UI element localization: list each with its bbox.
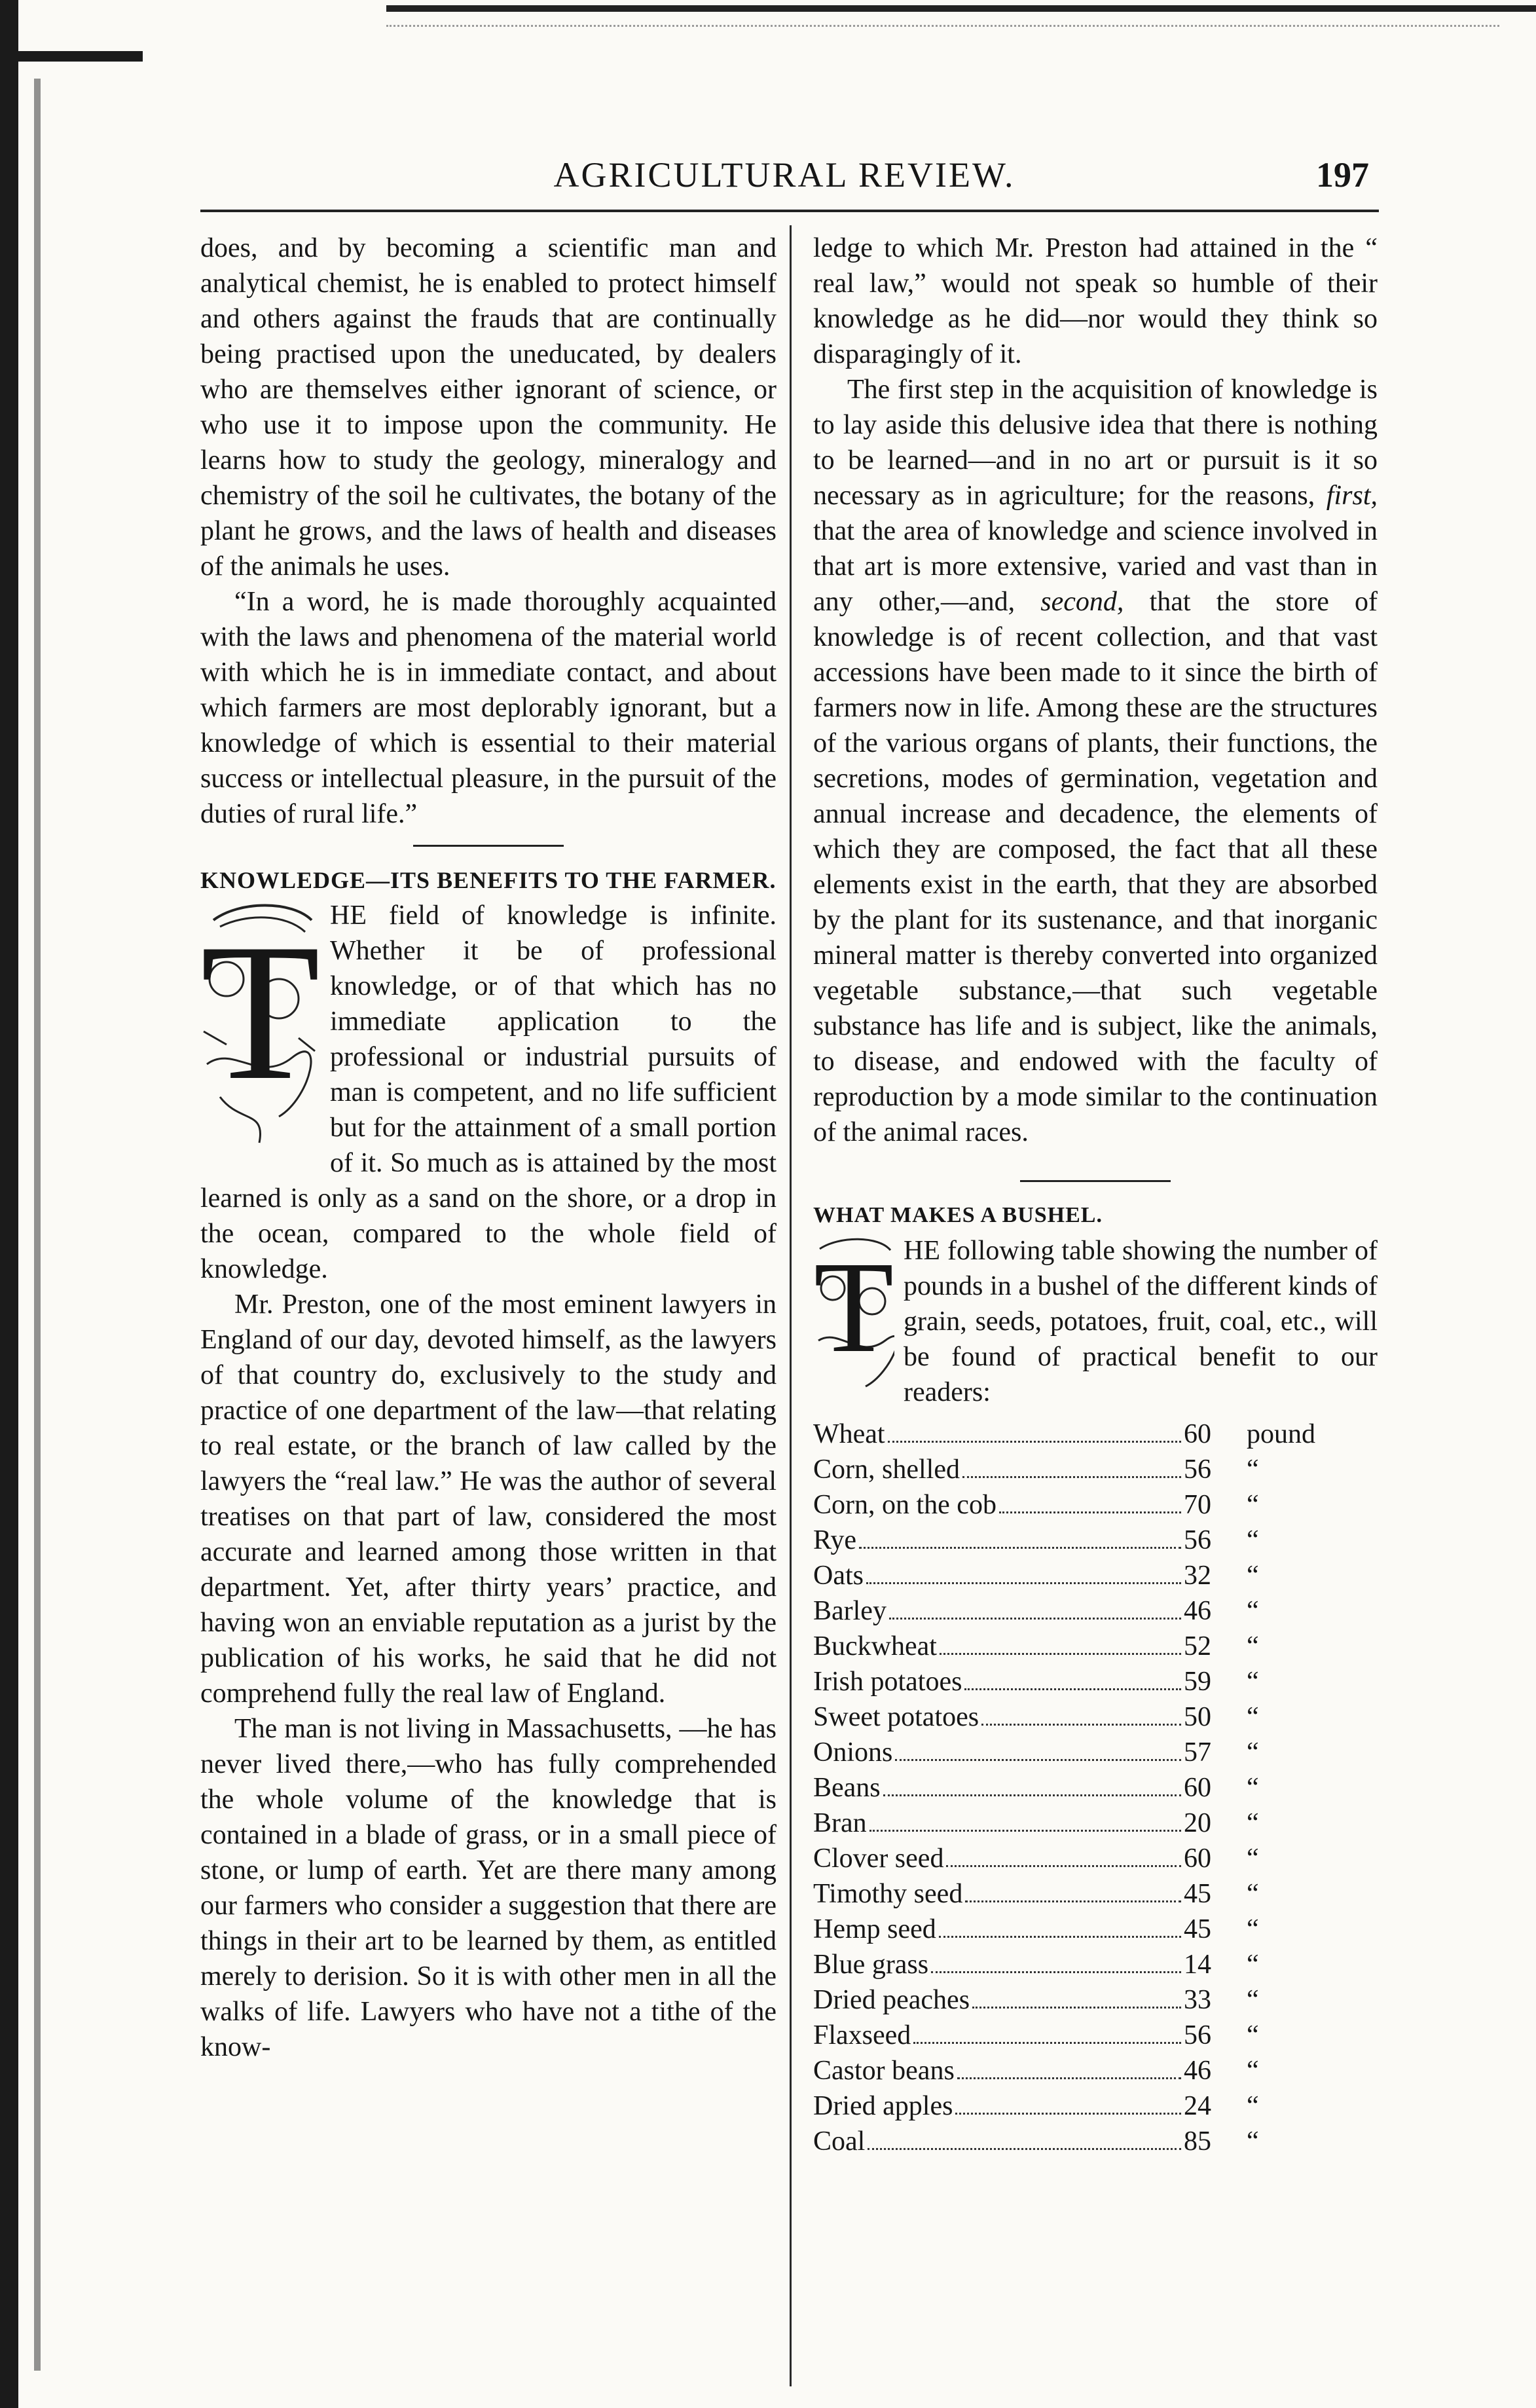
section-divider — [1020, 1180, 1171, 1182]
leader-dots — [965, 1900, 1181, 1902]
bushel-item: Onions — [813, 1737, 893, 1768]
table-row — [813, 1417, 1378, 1452]
binding-edge-cap — [18, 51, 143, 62]
leader-dots — [946, 1865, 1181, 1867]
pounds-value: 59 — [1184, 1667, 1211, 1697]
bushel-item: Bran — [813, 1808, 867, 1838]
unit-label: “ — [1247, 1773, 1259, 1803]
table-row — [813, 1947, 1378, 1982]
bushel-item: Corn, on the cob — [813, 1490, 997, 1520]
table-row — [813, 1876, 1378, 1912]
paragraph: HE following table showing the number of pounds in a bushel of the different kinds of grain, seeds, potatoes, fruit, coal, etc., will be found of practical benefit to our readers: — [904, 1236, 1378, 1407]
pounds-value: 50 — [1184, 1702, 1211, 1732]
table-row — [813, 2053, 1378, 2088]
unit-label: “ — [1247, 2091, 1259, 2121]
bushel-item: Oats — [813, 1561, 864, 1591]
leader-dots — [883, 1794, 1181, 1796]
leader-dots — [866, 1582, 1181, 1584]
unit-label: “ — [1247, 1985, 1259, 2015]
bushel-weight-table — [813, 1417, 1378, 2159]
ornamental-drop-cap — [813, 1236, 894, 1393]
leader-dots — [888, 1441, 1181, 1443]
paragraph: The man is not living in Massachusetts, —he has never lived there,—who has fully comprehended the whole volume of the knowledge that is contained in a blade of grass, or in a small piece of stone, or lump of earth. Yet are there many among our farmers who consider a suggestion that there are things in their art to be learned by them, as entitled merely to derision. So it is with other men in all the walks of life. Lawyers who have not a tithe of the know- — [200, 1714, 777, 2062]
leader-dots — [962, 1476, 1181, 1478]
pounds-value: 56 — [1184, 1525, 1211, 1555]
pounds-value: 57 — [1184, 1737, 1211, 1768]
leader-dots — [913, 2042, 1181, 2044]
bushel-item: Castor beans — [813, 2056, 955, 2086]
bushel-item: Blue grass — [813, 1950, 929, 1980]
table-row — [813, 2124, 1378, 2159]
table-row — [813, 1558, 1378, 1593]
emphasis: first, — [1326, 481, 1378, 511]
drop-cap-letter: T — [200, 903, 321, 1121]
table-row — [813, 1523, 1378, 1558]
emphasis: second, — [1040, 587, 1124, 617]
bushel-item: Buckwheat — [813, 1631, 937, 1661]
pounds-value: 32 — [1184, 1561, 1211, 1591]
bushel-item: Sweet potatoes — [813, 1702, 979, 1732]
bushel-item: Corn, shelled — [813, 1454, 960, 1485]
unit-label: “ — [1247, 1454, 1259, 1485]
text-run: The first step in the acquisition of knowledge is to lay aside this delusive idea that there is nothing to be learned—and in no art or pursuit is it so necessary as in agriculture; for the reasons, — [813, 375, 1378, 511]
bushel-item: Irish potatoes — [813, 1667, 962, 1697]
table-row — [813, 1982, 1378, 2018]
section-divider — [413, 845, 564, 847]
unit-label: “ — [1247, 1490, 1259, 1520]
bushel-item: Rye — [813, 1525, 856, 1555]
pounds-value: 60 — [1184, 1773, 1211, 1803]
paragraph: “In a word, he is made thoroughly acquainted with the laws and phenomena of the material world with which he is in immediate contact, and about which farmers are most deplorably ignorant, but a knowledge of which is essential to their material success or intellectual pleasure, in the pursuit of the duties of rural life.” — [200, 587, 777, 829]
bushel-item: Hemp seed — [813, 1914, 936, 1944]
table-row — [813, 1841, 1378, 1876]
pounds-value: 70 — [1184, 1490, 1211, 1520]
leader-dots — [955, 2113, 1181, 2115]
bushel-item: Dried apples — [813, 2091, 953, 2121]
pounds-value: 46 — [1184, 1596, 1211, 1626]
bushel-item: Timothy seed — [813, 1879, 963, 1909]
bushel-item: Dried peaches — [813, 1985, 970, 2015]
running-head: AGRICULTURAL REVIEW. — [553, 155, 1015, 194]
leader-dots — [859, 1547, 1181, 1549]
binding-shadow — [34, 79, 41, 2371]
pounds-value: 24 — [1184, 2091, 1211, 2121]
drop-cap-letter: T — [813, 1235, 894, 1380]
paragraph — [813, 372, 1378, 1150]
unit-label: “ — [1247, 1525, 1259, 1555]
leader-dots — [981, 1724, 1181, 1726]
top-edge-dots — [386, 25, 1499, 27]
table-row — [813, 1593, 1378, 1629]
leader-dots — [972, 2007, 1181, 2009]
pounds-value: 45 — [1184, 1914, 1211, 1944]
pounds-value: 46 — [1184, 2056, 1211, 2086]
pounds-value: 85 — [1184, 2126, 1211, 2157]
leader-dots — [889, 1618, 1181, 1620]
unit-label: pound — [1247, 1419, 1315, 1449]
leader-dots — [964, 1688, 1181, 1690]
leader-dots — [957, 2077, 1181, 2079]
bushel-item: Barley — [813, 1596, 887, 1626]
section-heading: KNOWLEDGE—ITS BENEFITS TO THE FARMER. — [200, 867, 777, 893]
pounds-value: 33 — [1184, 1985, 1211, 2015]
unit-label: “ — [1247, 1561, 1259, 1591]
pounds-value: 52 — [1184, 1631, 1211, 1661]
unit-label: “ — [1247, 1667, 1259, 1697]
pounds-value: 56 — [1184, 2020, 1211, 2050]
unit-label: “ — [1247, 2056, 1259, 2086]
table-row — [813, 1664, 1378, 1699]
pounds-value: 56 — [1184, 1454, 1211, 1485]
column-divider — [790, 225, 792, 2386]
leader-dots — [931, 1971, 1181, 1973]
unit-label: “ — [1247, 1702, 1259, 1732]
pounds-value: 20 — [1184, 1808, 1211, 1838]
table-row — [813, 2088, 1378, 2124]
unit-label: “ — [1247, 1596, 1259, 1626]
binding-edge — [0, 0, 18, 2408]
unit-label: “ — [1247, 1631, 1259, 1661]
bushel-item: Clover seed — [813, 1843, 944, 1874]
bushel-item: Coal — [813, 2126, 866, 2157]
unit-label: “ — [1247, 2126, 1259, 2157]
table-row — [813, 1487, 1378, 1523]
page-number: 197 — [1316, 155, 1369, 194]
unit-label: “ — [1247, 1808, 1259, 1838]
unit-label: “ — [1247, 1879, 1259, 1909]
unit-label: “ — [1247, 1950, 1259, 1980]
leader-dots — [869, 1830, 1181, 1832]
paragraph: does, and by becoming a scientific man and analytical chemist, he is enabled to protect himself and others against the frauds that are continually being practised upon the uneducated, by dealers who are themselves either ignorant of science, or who use it to impose upon the community. He learns how to study the geology, mineralogy and chemistry of the soil he cultivates, the botany of the plant he grows, and the laws of health and diseases of the animals he uses. — [200, 233, 777, 582]
section-heading: WHAT MAKES A BUSHEL. — [813, 1203, 1103, 1227]
unit-label: “ — [1247, 1737, 1259, 1768]
header-rule — [200, 210, 1379, 212]
leader-dots — [939, 1936, 1181, 1938]
paragraph: ledge to which Mr. Preston had attained in the “ real law,” would not speak so humble of their knowledge as he did—nor would they think so disparagingly of it. — [813, 233, 1378, 369]
table-row — [813, 1770, 1378, 1806]
bushel-item: Flaxseed — [813, 2020, 911, 2050]
table-row — [813, 1806, 1378, 1841]
table-row — [813, 1452, 1378, 1487]
unit-label: “ — [1247, 2020, 1259, 2050]
pounds-value: 14 — [1184, 1950, 1211, 1980]
table-row — [813, 2018, 1378, 2053]
text-run: that the store of knowledge is of recent collection, and that vast accessions have been made to it since the birth of farmers now in life. Among these are the structures of the various organs of plants, their functions, the secretions, modes of germination, vegetation and annual increase and decadence, the elements of which they are composed, the fact that all these elements exist in the earth, that they are absorbed by the plant for its sustenance, and that inorganic mineral matter is thereby converted into organized vegetable substance,—that such vegetable substance has life and is subject, like the animals, to disease, and endowed with the faculty of reproduction by a mode similar to the continuation of the animal races. — [813, 587, 1378, 1147]
table-row — [813, 1629, 1378, 1664]
pounds-value: 60 — [1184, 1419, 1211, 1449]
paragraph: HE field of knowledge is infinite. Whether it be of professional knowledge, or of that which has no immediate application to the professional or industrial pursuits of man is competent, and no life sufficient but for the attainment of a small portion of it. So much as is attained by the most learned is only as a sand on the shore, or a drop in the ocean, compared to the whole field of knowledge. — [200, 900, 777, 1284]
pounds-value: 45 — [1184, 1879, 1211, 1909]
pounds-value: 60 — [1184, 1843, 1211, 1874]
leader-dots — [940, 1653, 1181, 1655]
right-column — [813, 231, 1378, 2159]
leader-dots — [895, 1759, 1181, 1761]
table-row — [813, 1912, 1378, 1947]
paragraph: Mr. Preston, one of the most eminent lawyers in England of our day, devoted himself, as the lawyers of that country do, exclusively to the study and practice of one department of the law—that relating to real estate, or the branch of law called by the lawyers the “real law.” He was the author of several treatises on that part of law, considered the most accurate and learned among those written in that department. Yet, after thirty years’ practice, and having won an enviable reputation as a jurist by the publication of his works, he said that he did not comprehend fully the real law of England. — [200, 1289, 777, 1709]
bushel-item: Wheat — [813, 1419, 885, 1449]
text-run: that the area of knowledge and science involved in that art is more extensive, varied and vast than in any other,—and, — [813, 516, 1378, 617]
top-edge-rule — [386, 5, 1536, 12]
leader-dots — [868, 2148, 1181, 2150]
bushel-item: Beans — [813, 1773, 881, 1803]
table-row — [813, 1699, 1378, 1735]
unit-label: “ — [1247, 1843, 1259, 1874]
leader-dots — [999, 1511, 1181, 1513]
left-column — [200, 231, 777, 2065]
unit-label: “ — [1247, 1914, 1259, 1944]
table-row — [813, 1735, 1378, 1770]
ornamental-drop-cap — [200, 900, 321, 1149]
